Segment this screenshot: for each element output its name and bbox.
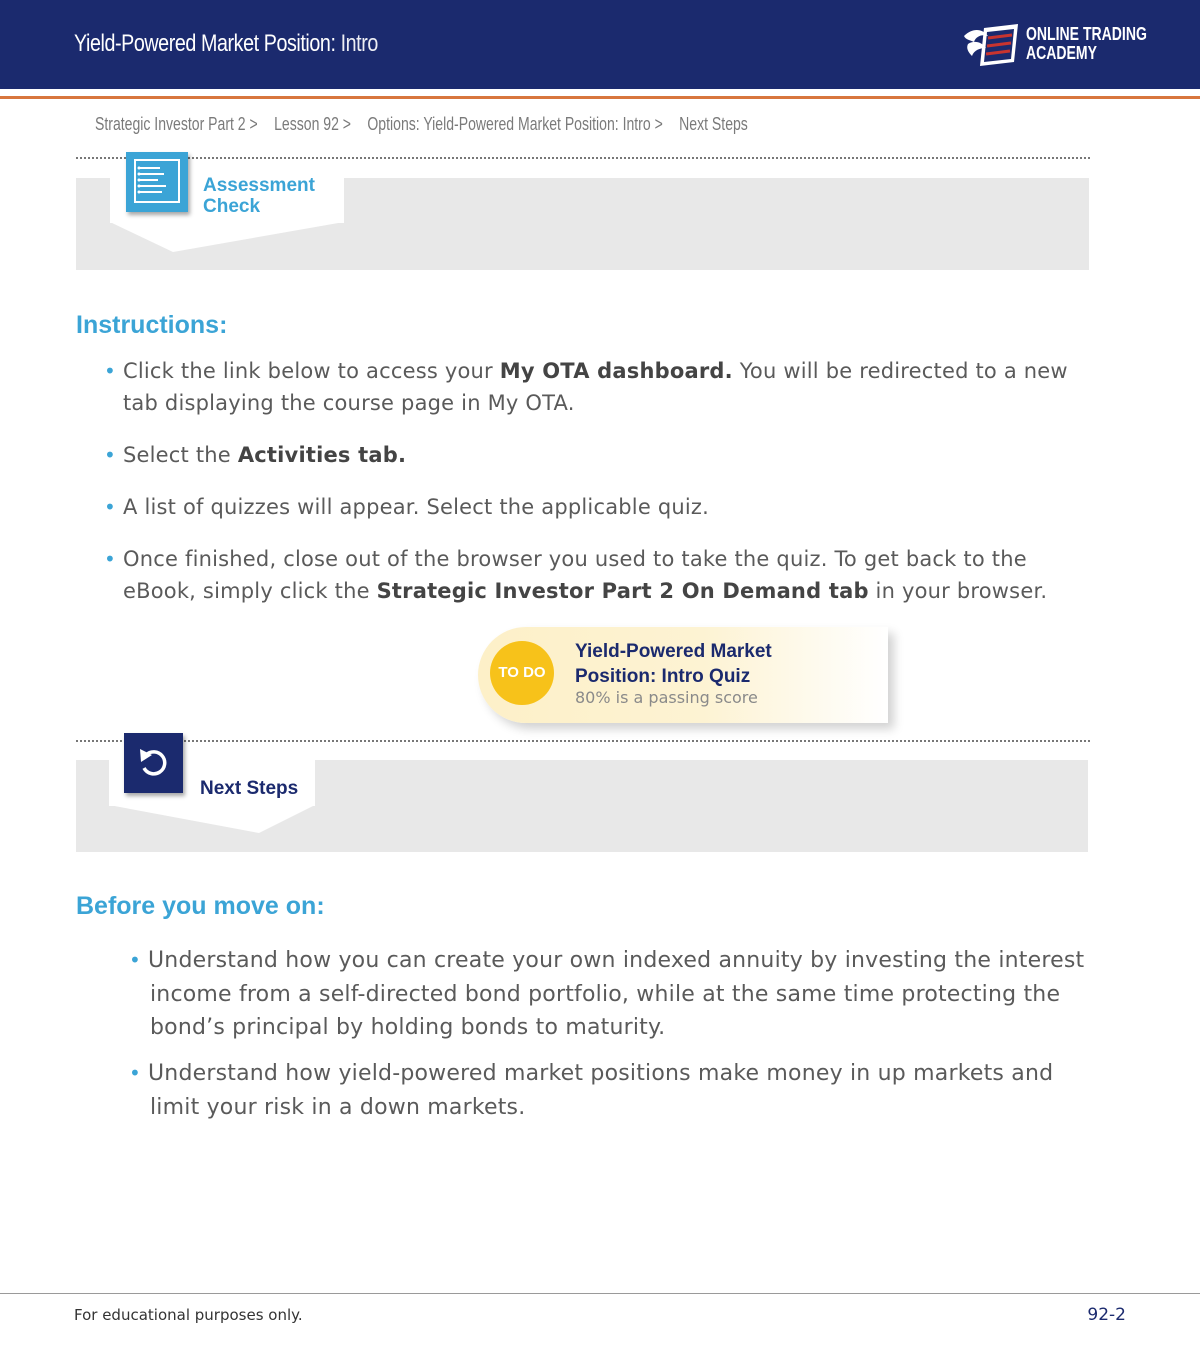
header-title-main: Yield-Powered Market Position: bbox=[74, 30, 336, 57]
before-item: • Understand how yield-powered market positions make money in up markets and limit your risk in a down markets. bbox=[148, 1057, 1088, 1124]
assessment-label-line1: Assessment bbox=[203, 175, 315, 196]
breadcrumb-item-course[interactable]: Strategic Investor Part 2 > bbox=[95, 114, 258, 134]
instruction-item: • A list of quizzes will appear. Select the applicable quiz. bbox=[123, 491, 1083, 523]
eagle-flag-icon bbox=[962, 22, 1022, 68]
footer-divider bbox=[0, 1293, 1200, 1294]
footer-disclaimer: For educational purposes only. bbox=[74, 1306, 303, 1324]
next-steps-tab-point bbox=[109, 805, 315, 833]
refresh-icon bbox=[124, 733, 183, 793]
quiz-title: Yield-Powered Market Position: Intro Quiz bbox=[575, 641, 772, 687]
dotted-divider bbox=[76, 157, 1090, 159]
bullet-icon: • bbox=[129, 948, 141, 972]
bullet-icon: • bbox=[104, 443, 116, 467]
logo-line-2: ACADEMY bbox=[1026, 43, 1097, 63]
page-number: 92-2 bbox=[1087, 1305, 1126, 1325]
logo-line-1: ONLINE TRADING bbox=[1026, 24, 1147, 44]
assessment-tab-point bbox=[110, 222, 344, 252]
breadcrumb-item-topic[interactable]: Options: Yield-Powered Market Position: Intro > bbox=[367, 114, 663, 134]
breadcrumb bbox=[95, 114, 760, 135]
breadcrumb-item-lesson[interactable]: Lesson 92 > bbox=[274, 114, 351, 134]
header-title bbox=[74, 30, 378, 58]
instruction-item: • Once finished, close out of the browser you used to take the quiz. To get back to the eBook, simply click the Strategic Investor Part 2 On Demand tab in your browser. bbox=[123, 543, 1083, 607]
todo-badge: TO DO bbox=[490, 641, 554, 705]
logo-text bbox=[1026, 25, 1147, 63]
bullet-icon: • bbox=[104, 495, 116, 519]
header-title-sub: Intro bbox=[335, 30, 378, 57]
dotted-divider bbox=[76, 740, 1090, 742]
assessment-label-line2: Check bbox=[203, 196, 261, 217]
quiz-passing-score: 80% is a passing score bbox=[575, 688, 758, 707]
checklist-icon bbox=[126, 152, 188, 212]
quiz-link-card[interactable] bbox=[478, 627, 888, 723]
my-ota-dashboard-link[interactable]: My OTA dashboard. bbox=[499, 359, 733, 383]
before-item: • Understand how you can create your own indexed annuity by investing the interest income from a self-directed bond portfolio, while at the same time protecting the bond’s principal by holding bonds to maturity. bbox=[148, 944, 1088, 1045]
orange-divider bbox=[0, 96, 1200, 99]
breadcrumb-item-current: Next Steps bbox=[679, 114, 748, 134]
assessment-label bbox=[203, 175, 315, 217]
bullet-icon: • bbox=[104, 547, 116, 571]
page-header bbox=[0, 0, 1200, 89]
bullet-icon: • bbox=[104, 359, 116, 383]
instructions-heading: Instructions: bbox=[76, 311, 228, 339]
ota-logo bbox=[962, 22, 1147, 68]
before-heading: Before you move on: bbox=[76, 892, 325, 920]
instruction-item: • Select the Activities tab. bbox=[123, 439, 1083, 471]
instruction-item: • Click the link below to access your My OTA dashboard. You will be redirected to a new tab displaying the course page in My OTA. bbox=[123, 355, 1083, 419]
next-steps-label: Next Steps bbox=[200, 778, 299, 799]
bullet-icon: • bbox=[129, 1061, 141, 1085]
